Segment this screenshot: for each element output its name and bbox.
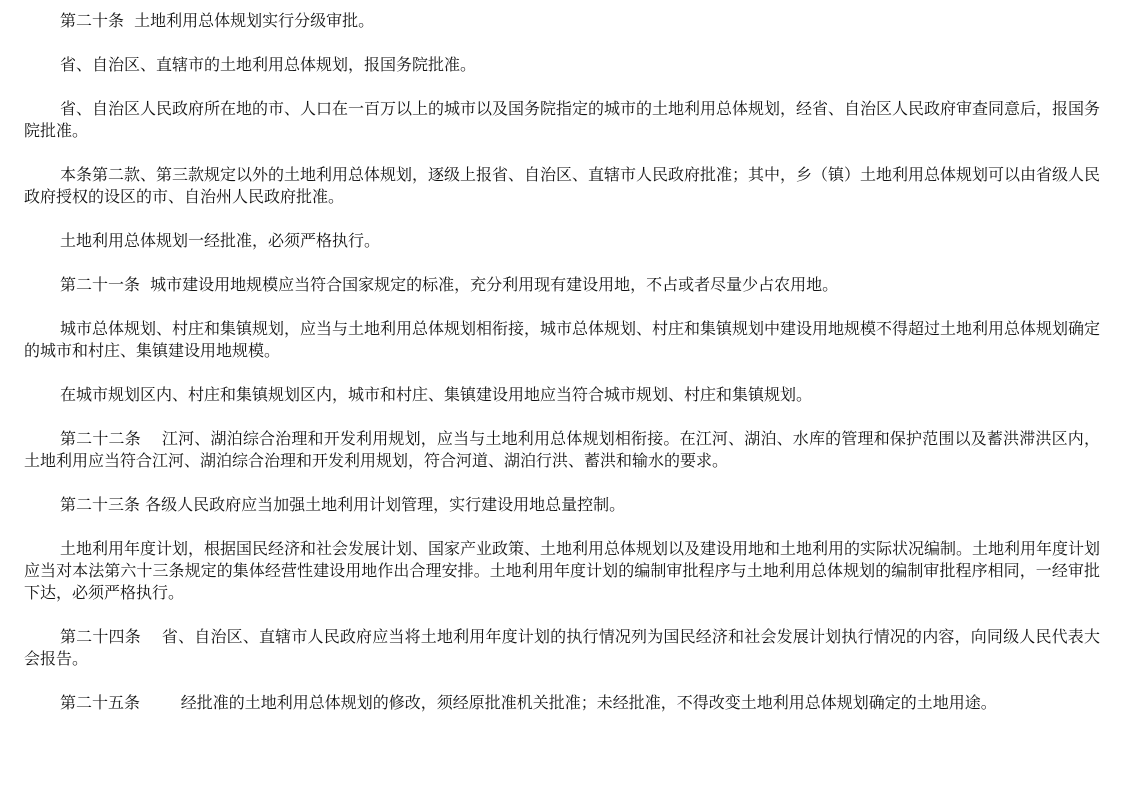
paragraph-article-22: 第二十二条 江河、湖泊综合治理和开发利用规划，应当与土地利用总体规划相衔接。在江河、湖泊、水库的管理和保护范围以及蓄洪滞洪区内，土地利用应当符合江河、湖泊综合治理和开发利用规划，符合河道、湖泊行洪、蓄洪和输水的要求。: [24, 429, 1100, 470]
paragraph-annual-plan: 土地利用年度计划，根据国民经济和社会发展计划、国家产业政策、土地利用总体规划以及建设用地和土地利用的实际状况编制。土地利用年度计划应当对本法第六十三条规定的集体经营性建设用地作出合理安排。土地利用年度计划的编制审批程序与土地利用总体规划的编制审批程序相同，一经审批下达，必须严格执行。: [24, 539, 1101, 602]
paragraph-province-plan: 省、自治区、直辖市的土地利用总体规划，报国务院批准。: [60, 55, 477, 74]
paragraph-article-20: 第二十条 土地利用总体规划实行分级审批。: [60, 11, 375, 30]
paragraph-article-25: 第二十五条 经批准的土地利用总体规划的修改，须经原批准机关批准；未经批准，不得改变土地利用总体规划确定的土地用途。: [60, 693, 997, 712]
paragraph-article-21: 第二十一条 城市建设用地规模应当符合国家规定的标准，充分利用现有建设用地，不占或者尽量少占农用地。: [60, 275, 839, 294]
paragraph-other-plans: 本条第二款、第三款规定以外的土地利用总体规划，逐级上报省、自治区、直辖市人民政府批准；其中，乡（镇）土地利用总体规划可以由省级人民政府授权的设区的市、自治州人民政府批准。: [24, 165, 1101, 206]
paragraph-article-24: 第二十四条 省、自治区、直辖市人民政府应当将土地利用年度计划的执行情况列为国民经济和社会发展计划执行情况的内容，向同级人民代表大会报告。: [24, 627, 1100, 668]
document-body: [24, 10, 1100, 736]
paragraph-strict-execution: 土地利用总体规划一经批准，必须严格执行。: [60, 231, 381, 250]
paragraph-urban-planning: 城市总体规划、村庄和集镇规划，应当与土地利用总体规划相衔接，城市总体规划、村庄和集镇规划中建设用地规模不得超过土地利用总体规划确定的城市和村庄、集镇建设用地规模。: [24, 319, 1101, 360]
paragraph-city-plan: 省、自治区人民政府所在地的市、人口在一百万以上的城市以及国务院指定的城市的土地利用总体规划，经省、自治区人民政府审查同意后，报国务院批准。: [24, 99, 1101, 140]
paragraph-article-23: 第二十三条 各级人民政府应当加强土地利用计划管理，实行建设用地总量控制。: [60, 495, 626, 514]
paragraph-planning-zone: 在城市规划区内、村庄和集镇规划区内，城市和村庄、集镇建设用地应当符合城市规划、村庄和集镇规划。: [60, 385, 813, 404]
